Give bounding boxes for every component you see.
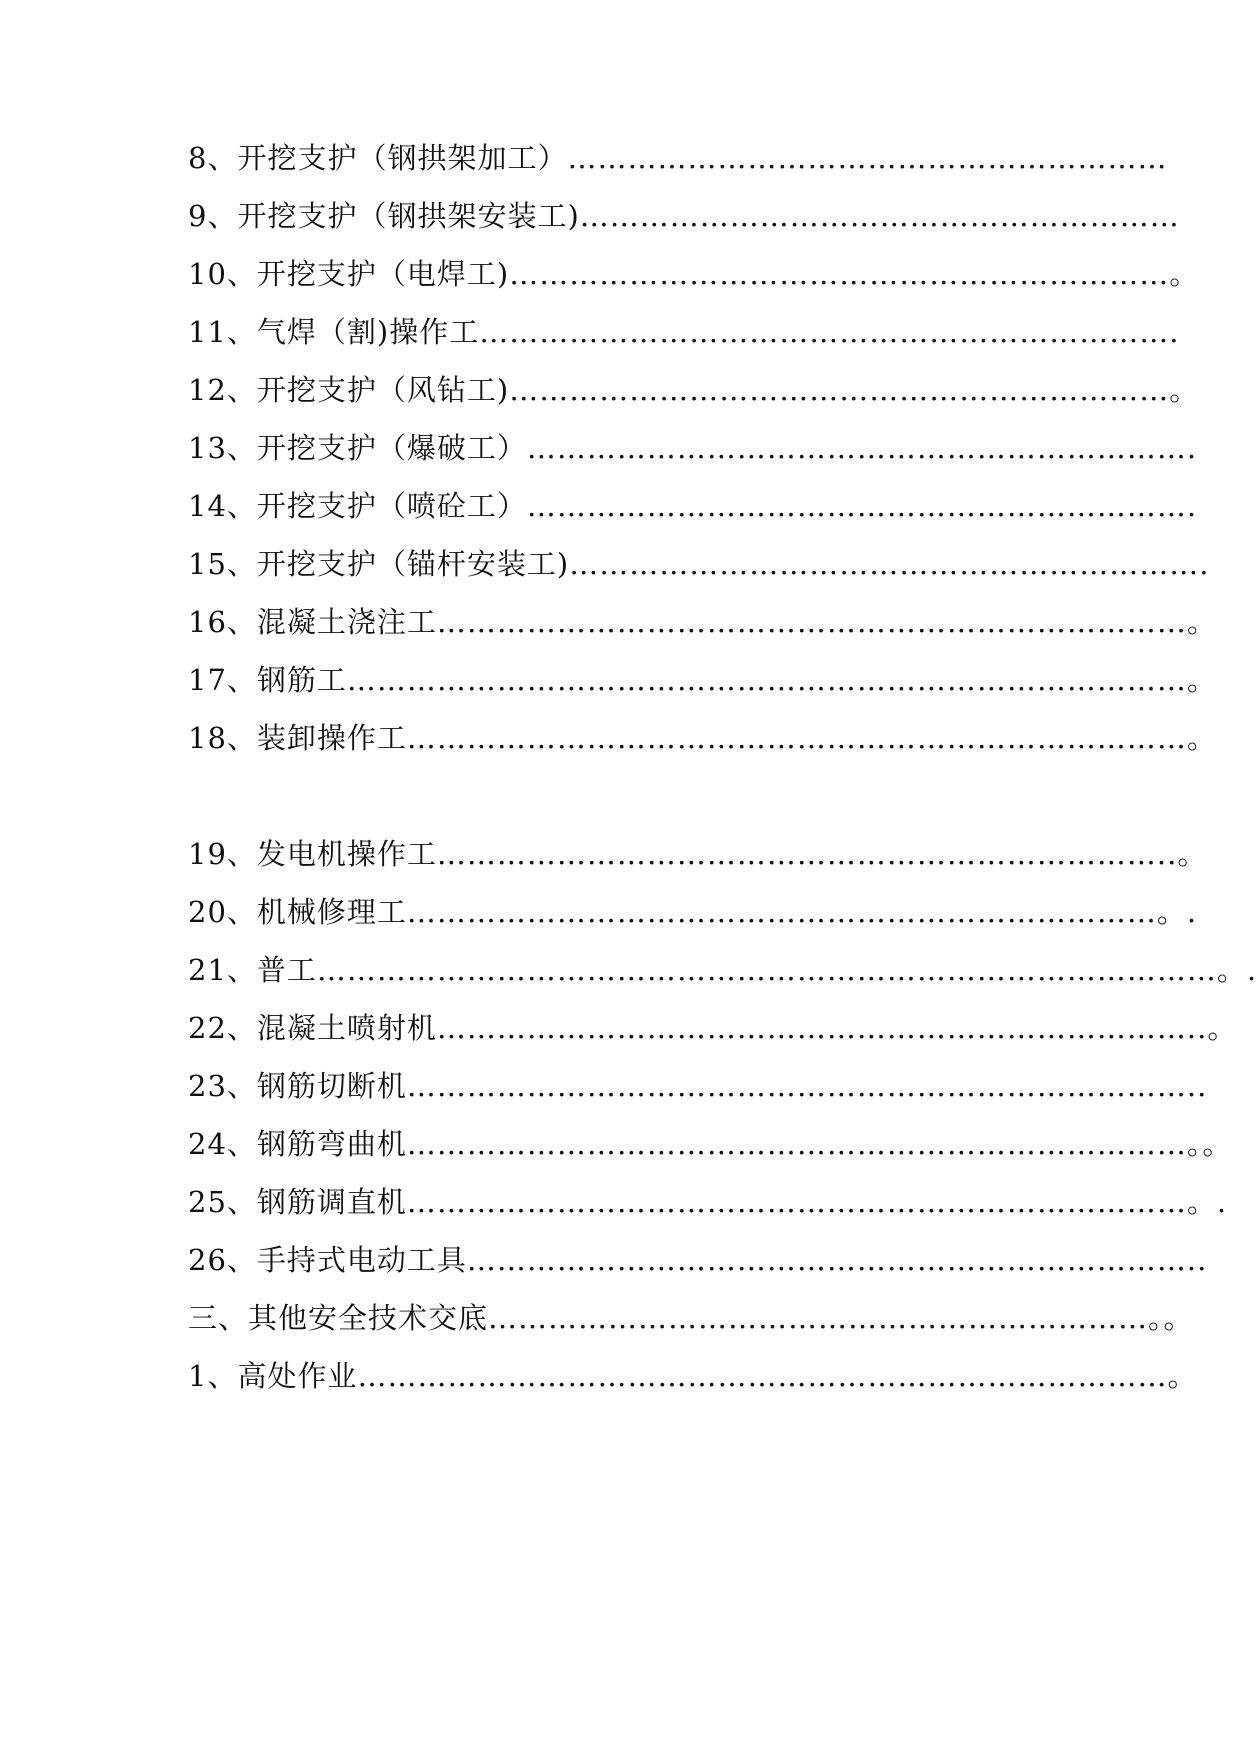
toc-entry-17: 17、钢筋工…………………………………………………………………………。	[188, 663, 1217, 697]
toc-entry-24: 24、钢筋弯曲机……………………………………………………………………。。	[188, 1127, 1233, 1161]
toc-entry-20: 20、机械修理工…………………………………………………………………。.	[188, 895, 1198, 929]
toc-entry-15: 15、开挖支护（锚杆安装工)……………………………………………………….	[188, 547, 1210, 581]
toc-entry-25: 25、钢筋调直机……………………………………………………………………。.	[188, 1185, 1228, 1219]
toc-entry-23: 23、钢筋切断机……………………………………………………………………..	[188, 1069, 1208, 1103]
toc-entry-10: 10、开挖支护（电焊工)…………………………………………………………。	[188, 257, 1200, 291]
toc-entry-16: 16、混凝土浇注工…………………………………………………………………。	[188, 605, 1217, 639]
toc-entry-18: 18、装卸操作工……………………………………………………………………。	[188, 721, 1217, 755]
toc-entry-26: 26、手持式电动工具………………………………………………………………..	[188, 1243, 1208, 1277]
toc-entry-13: 13、开挖支护（爆破工）………………………………………………………….	[188, 431, 1198, 465]
toc-entry-8: 8、开挖支护（钢拱架加工）……………………………………………………	[188, 141, 1168, 175]
toc-section-3: 三、其他安全技术交底…………………………………………………………。。	[188, 1301, 1194, 1335]
toc-entry-14: 14、开挖支护（喷砼工）………………………………………………………….	[188, 489, 1198, 523]
toc-entry-9: 9、开挖支护（钢拱架安装工)……………………………………………………	[188, 199, 1180, 233]
toc-entry-3-1: 1、高处作业………………………………………………………………………。	[188, 1359, 1198, 1393]
toc-entry-19: 19、发电机操作工………………………………………………………………..。	[188, 837, 1208, 871]
toc-entry-12: 12、开挖支护（风钻工)…………………………………………………………。	[188, 373, 1200, 407]
toc-entry-11: 11、气焊（割)操作工…………………………………………………………….	[188, 315, 1180, 349]
toc-entry-21: 21、普工………………………………………………………………………………。.	[188, 953, 1257, 987]
toc-entry-22: 22、混凝土喷射机…………………………………………………………………..。	[188, 1011, 1238, 1045]
